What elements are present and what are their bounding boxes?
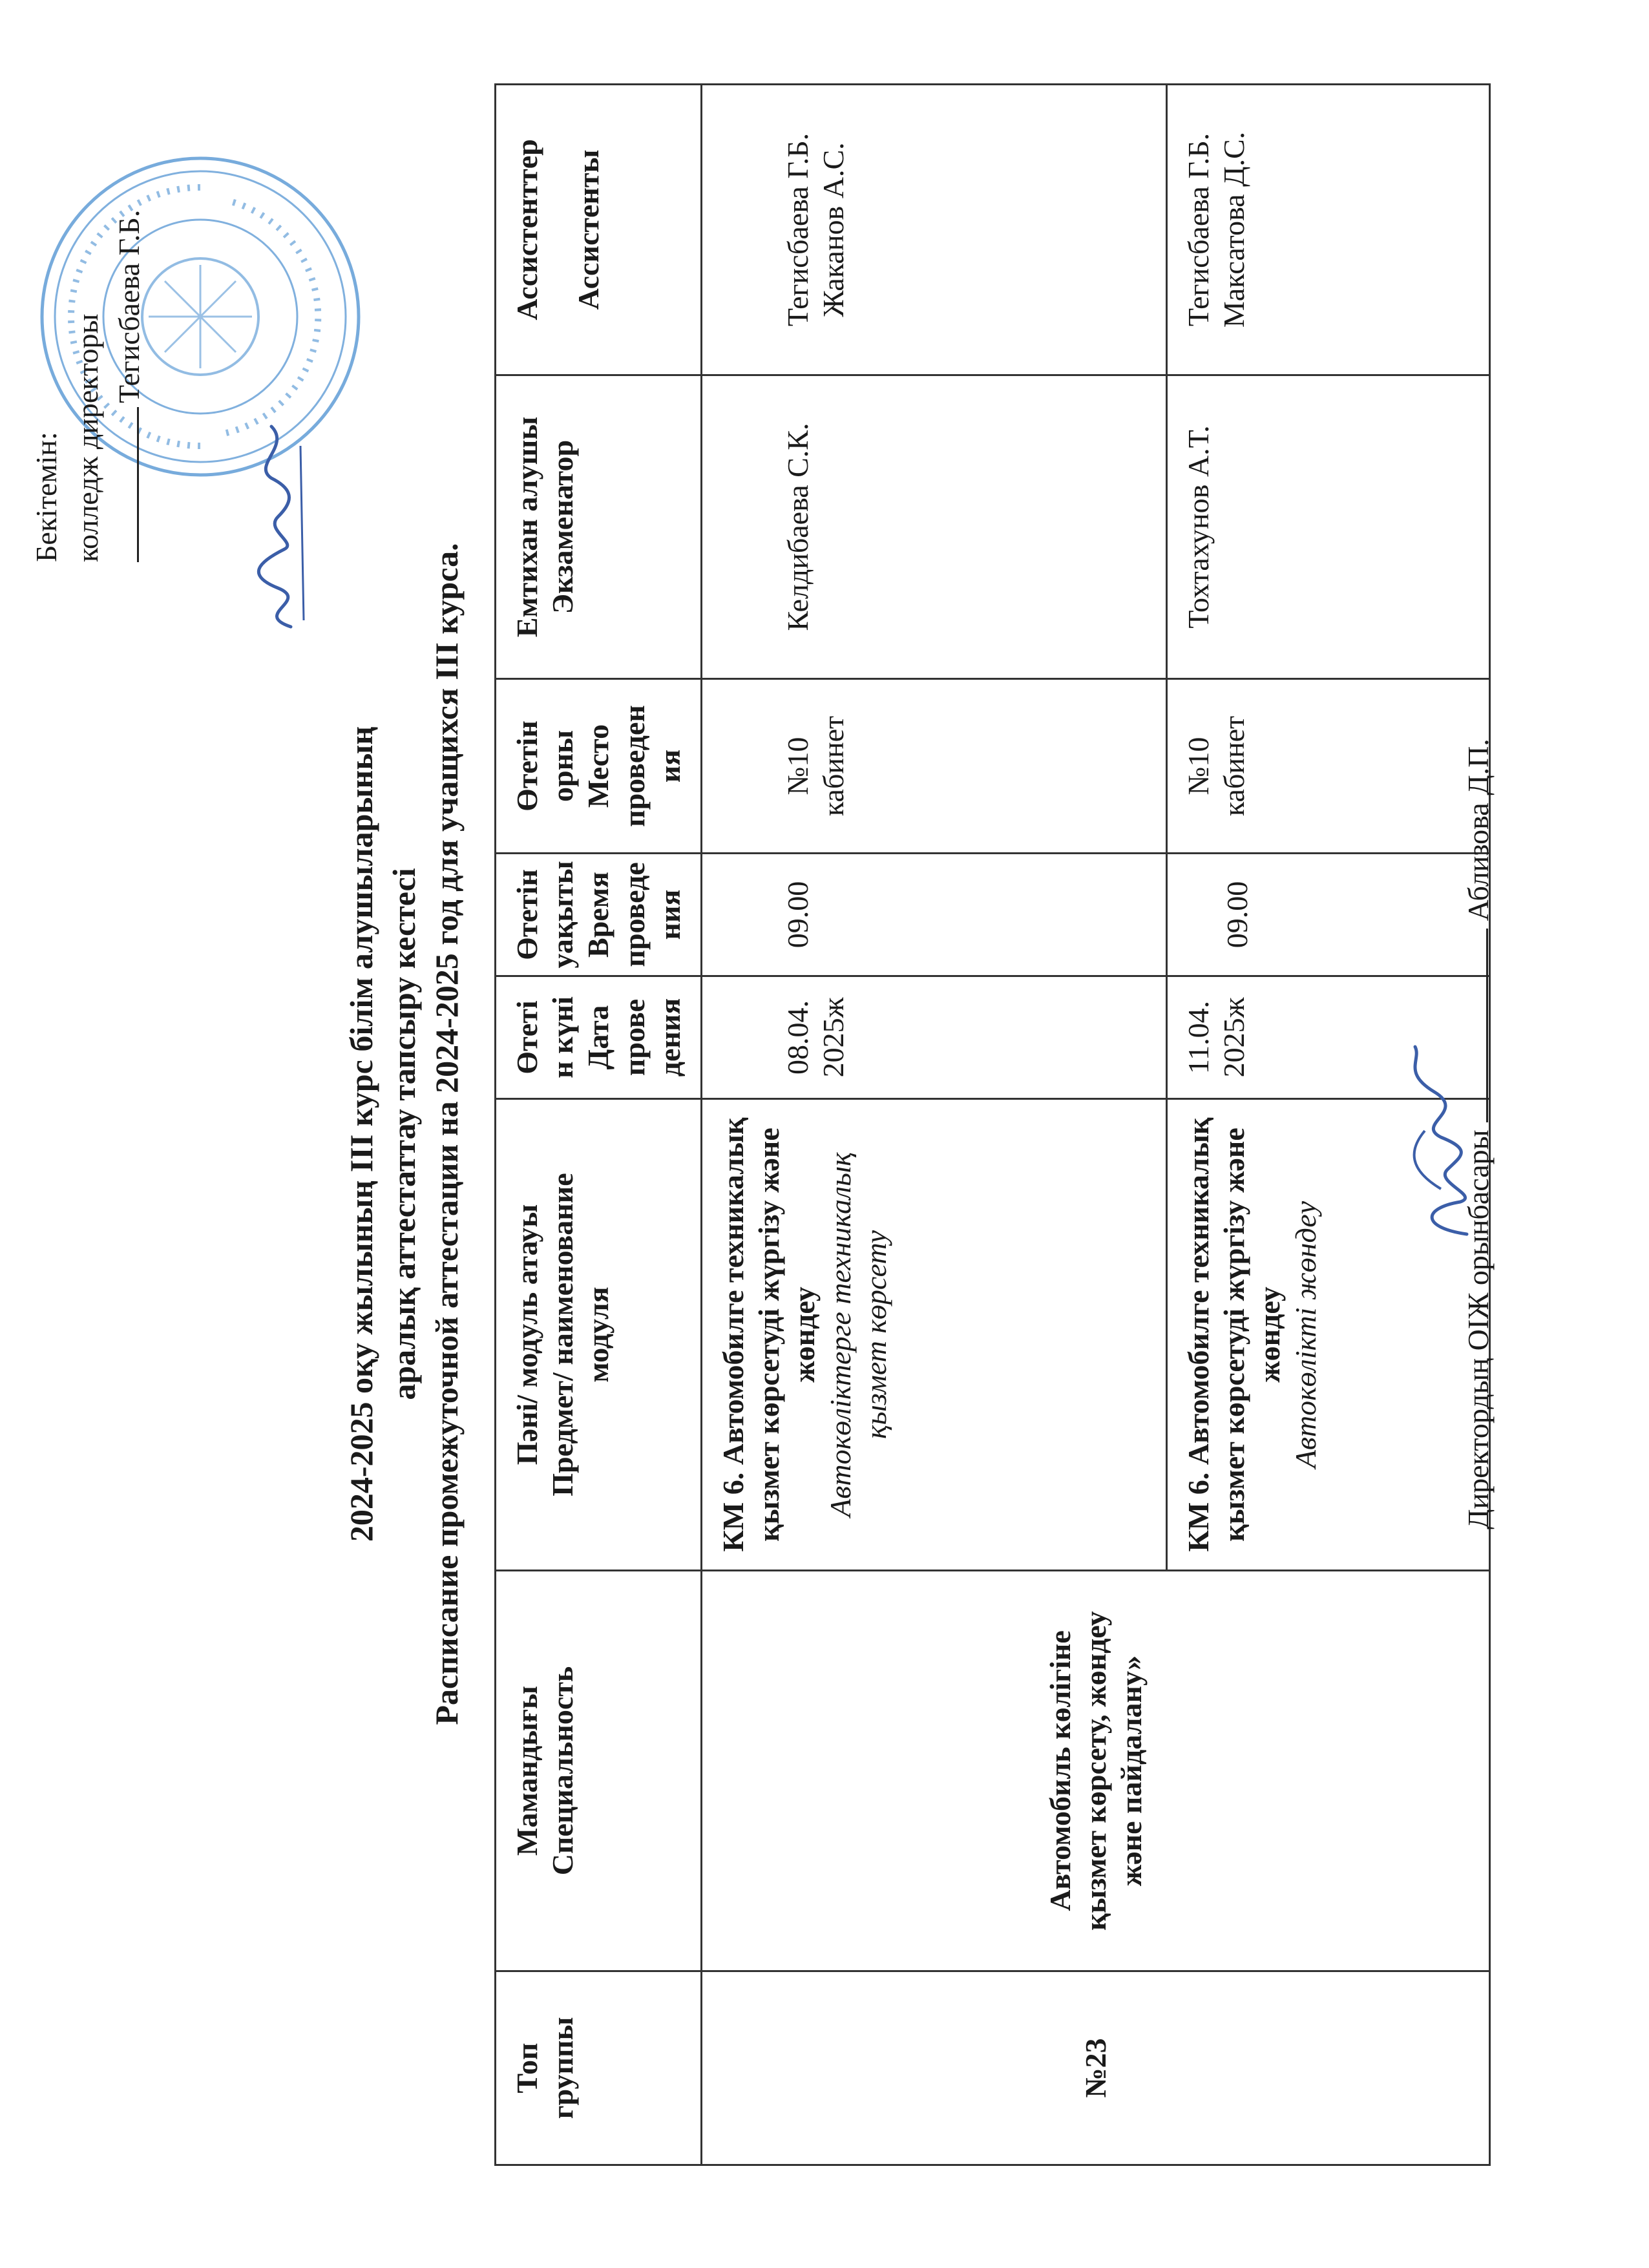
date-cell: 11.04. 2025ж	[1166, 976, 1489, 1099]
examiner-cell: Келдибаева С.К.	[701, 375, 1166, 679]
header-specialty: Мамандығы Специальность	[496, 1571, 702, 1971]
director-signature-icon	[233, 394, 323, 640]
header-examiner: Емтихан алушы Экзаменатор	[496, 375, 702, 679]
header-assistants: Ассистенттер Ассистенты	[496, 85, 702, 375]
module-subtitle: Автокөліктерге техникалық қызмет көрсету	[823, 1152, 892, 1517]
group-cell: №23	[701, 1971, 1489, 2165]
title-russian: Расписание промежуточной аттестации на 2024-2025 год для учащихся ІІІ курса.	[428, 543, 465, 1725]
signature-line	[1460, 929, 1488, 1122]
specialty-cell: Автомобиль көлігіне қызмет көрсету, жөндеу және пайдалану»	[701, 1571, 1489, 1971]
approval-heading: Бекітемін:	[30, 432, 63, 562]
module-subtitle: Автокөлікті жөндеу	[1288, 1201, 1322, 1469]
footer-signature-line	[1460, 0, 1495, 2268]
assistants-cell: Тегисбаева Г.Б. Максатова Д.С.	[1166, 85, 1489, 375]
examiner-cell: Тохтахунов А.Т.	[1166, 375, 1489, 679]
table-header-row	[496, 85, 702, 2165]
approval-name: Тегисбаева Г.Б.	[112, 209, 145, 403]
time-cell: 09.00	[701, 854, 1166, 976]
title-kazakh-line1: 2024-2025 оқу жылының ІІІ курс білім алушыларының	[343, 726, 379, 1542]
approval-block	[26, 71, 150, 562]
footer-name: Аблизова Д.П.	[1462, 739, 1495, 921]
header-date: Өтетi н күнi Дата прове дения	[496, 976, 702, 1099]
module-cell	[701, 1099, 1166, 1571]
place-cell: №10 кабинет	[701, 679, 1166, 854]
header-place: Өтетін орны Место проведен ия	[496, 679, 702, 854]
time-cell: 09.00	[1166, 854, 1489, 976]
approval-name-row	[109, 71, 150, 562]
module-title: КМ 6. Автомобилге техникалық қызмет көрсетуді жүргізу және жөндеу	[1181, 1117, 1287, 1552]
table-row	[701, 85, 1166, 2165]
place-cell: №10 кабинет	[1166, 679, 1489, 854]
footer-role: Директордың ОІЖ орынбасары	[1462, 1129, 1495, 1529]
approval-position: колледж директоры	[71, 313, 104, 562]
date-cell: 08.04. 2025ж	[701, 976, 1166, 1099]
header-time: Өтетін уақыты Время проведе ния	[496, 854, 702, 976]
header-group: Топ группы	[496, 1971, 702, 2165]
signature-line	[137, 407, 139, 562]
schedule-table	[494, 83, 1491, 2166]
assistants-cell: Тегисбаева Г.Б. Жаканов А.С.	[701, 85, 1166, 375]
header-module: Пәні/ модуль атауы Предмет/ наименование модуля	[496, 1099, 702, 1571]
title-kazakh-line2: аралық аттестаттау тапсыру кестесі	[386, 868, 422, 1400]
module-title: КМ 6. Автомобилге техникалық қызмет көрсетуді жүргізу және жөндеу	[716, 1117, 821, 1552]
